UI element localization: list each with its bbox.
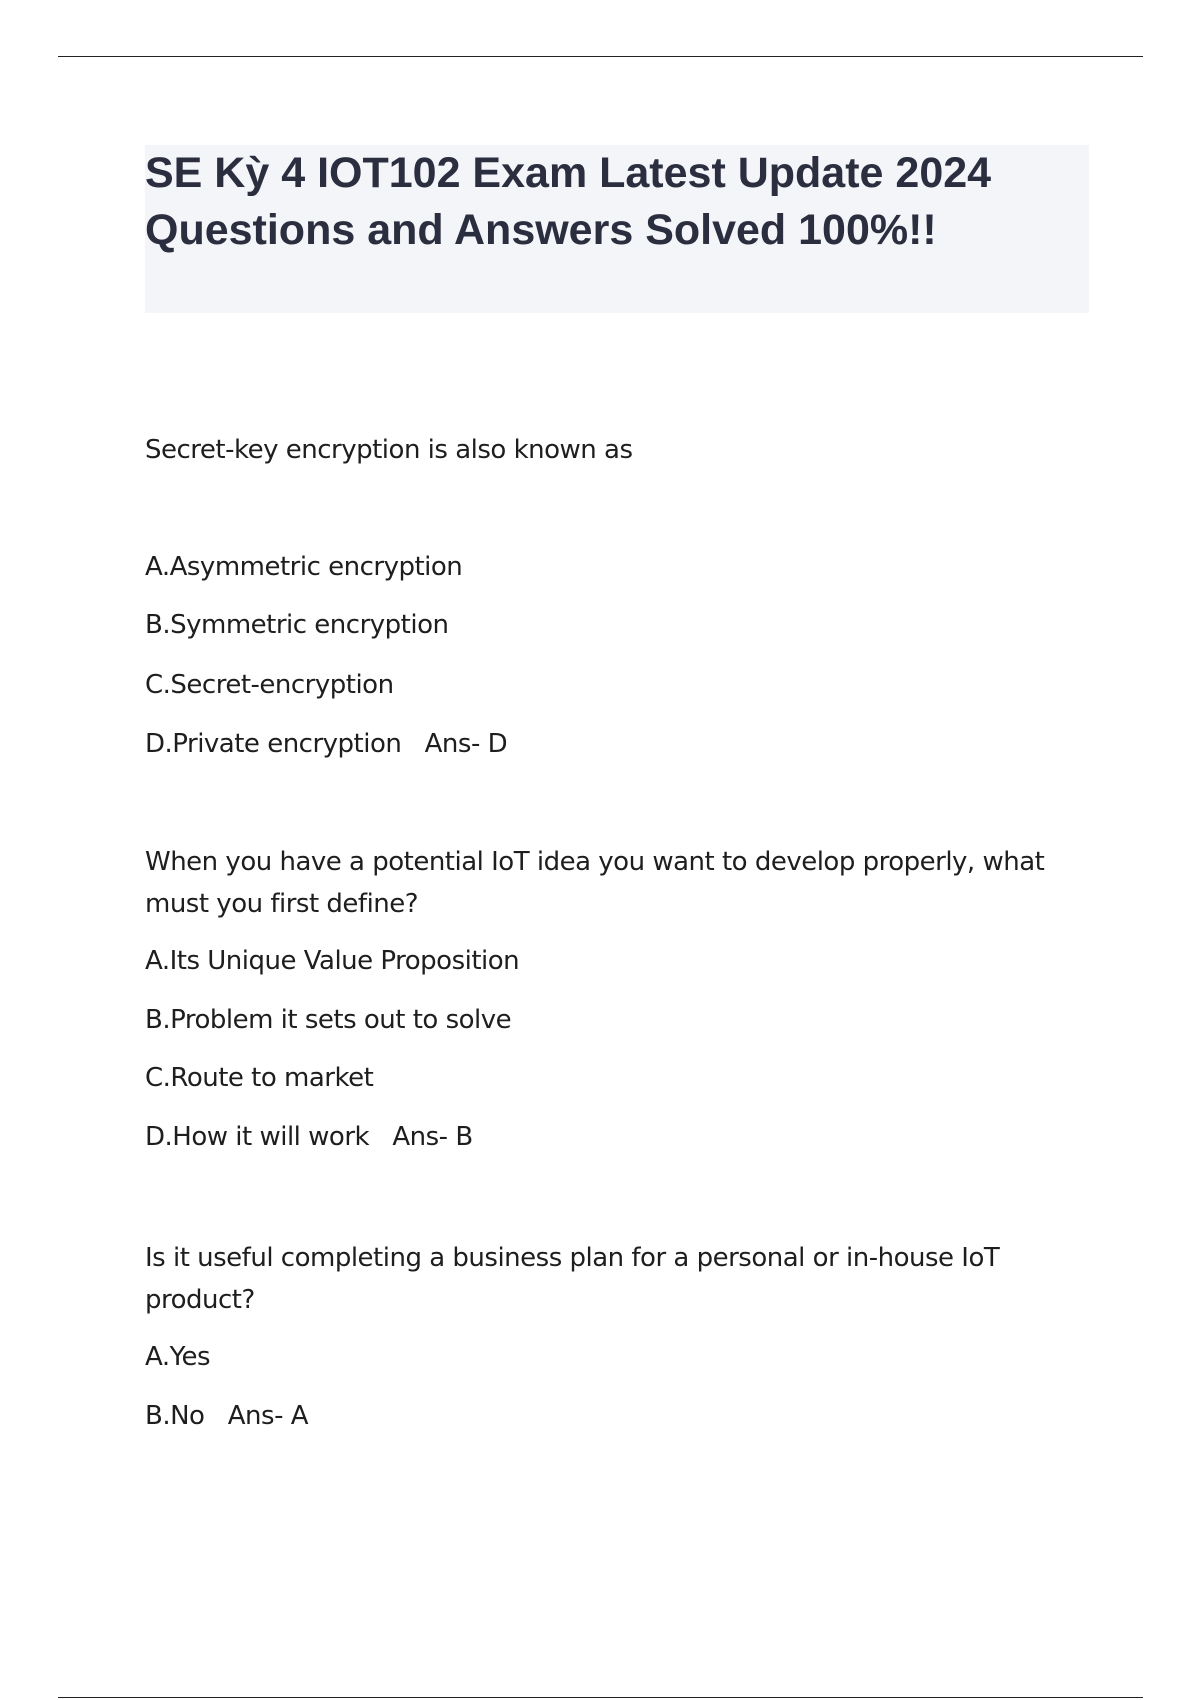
answer-option: C.Secret-encryption — [145, 670, 394, 700]
bottom-rule — [58, 1697, 1143, 1698]
document-title: SE Kỳ 4 IOT102 Exam Latest Update 2024 Questions and Answers Solved 100%!! — [145, 149, 992, 254]
title-block — [145, 145, 1089, 313]
answer-option: A.Its Unique Value Proposition — [145, 946, 520, 976]
answer-option: B.Problem it sets out to solve — [145, 1005, 512, 1035]
question-text: Is it useful completing a business plan for a personal or in-house IoT product? — [145, 1243, 1007, 1315]
answer-option: D.Private encryption Ans- D — [145, 729, 508, 759]
question-text: Secret-key encryption is also known as — [145, 435, 633, 465]
top-rule — [58, 56, 1143, 57]
answer-option: A.Yes — [145, 1342, 211, 1372]
question-text: When you have a potential IoT idea you want to develop properly, what must you first define? — [145, 847, 1053, 919]
answer-option: B.Symmetric encryption — [145, 610, 449, 640]
answer-option: B.No Ans- A — [145, 1401, 308, 1431]
answer-option: A.Asymmetric encryption — [145, 552, 463, 582]
answer-option: C.Route to market — [145, 1063, 374, 1093]
answer-option: D.How it will work Ans- B — [145, 1122, 473, 1152]
